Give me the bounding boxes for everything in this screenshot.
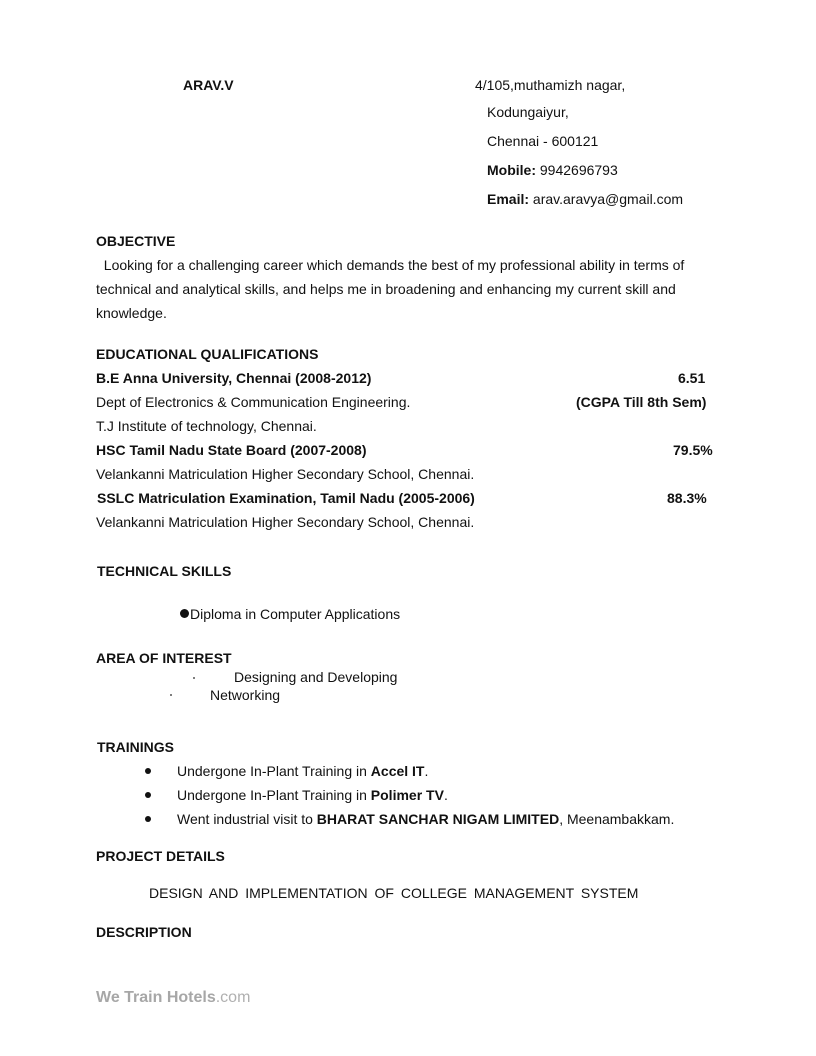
objective-heading: OBJECTIVE: [96, 233, 176, 249]
training-item-3: [177, 810, 674, 828]
training-item-2: [177, 786, 448, 804]
candidate-name: ARAV.V: [183, 77, 234, 93]
interest-item-1: Designing and Developing: [234, 669, 398, 685]
be-score-note: (CGPA Till 8th Sem): [576, 394, 707, 410]
trainings-heading: TRAININGS: [97, 739, 174, 755]
training-item-1: [177, 762, 428, 780]
sslc-title: SSLC Matriculation Examination, Tamil Nadu (2005-2006): [97, 490, 475, 506]
mobile-number: 9942696793: [539, 162, 618, 178]
interest-heading: AREA OF INTEREST: [96, 650, 232, 666]
hsc-school: Velankanni Matriculation Higher Secondary School, Chennai.: [96, 466, 475, 482]
training-org: Polimer TV: [370, 787, 444, 803]
education-heading: EDUCATIONAL QUALIFICATIONS: [96, 346, 319, 362]
bullet-icon: [180, 609, 189, 618]
skill-label: Diploma in Computer Applications: [190, 606, 401, 622]
be-title: B.E Anna University, Chennai (2008-2012): [96, 370, 372, 386]
mobile-line: [487, 161, 618, 179]
bullet-icon: [145, 792, 151, 798]
bullet-icon: [145, 816, 151, 822]
watermark-domain: .com: [215, 989, 251, 1006]
skills-heading: TECHNICAL SKILLS: [97, 563, 232, 579]
email-address: arav.aravya@gmail.com: [532, 191, 684, 207]
training-suffix: .: [443, 787, 448, 803]
hsc-score: 79.5%: [673, 442, 713, 458]
email-label: Email:: [487, 191, 530, 207]
address-line-3: Chennai - 600121: [487, 133, 599, 149]
description-heading: DESCRIPTION: [96, 924, 192, 940]
training-text: Undergone In-Plant Training in: [177, 763, 371, 779]
email-line: [487, 190, 683, 208]
training-suffix: .: [424, 763, 429, 779]
training-text: Undergone In-Plant Training in: [177, 787, 371, 803]
bullet-icon: [193, 677, 195, 679]
training-org: BHARAT SANCHAR NIGAM LIMITED: [316, 811, 560, 827]
project-heading: PROJECT DETAILS: [96, 848, 225, 864]
watermark: [96, 989, 250, 1007]
sslc-school: Velankanni Matriculation Higher Secondary School, Chennai.: [96, 514, 475, 530]
watermark-brand: We Train Hotels: [96, 989, 216, 1006]
project-title: DESIGN AND IMPLEMENTATION OF COLLEGE MANAGEMENT SYSTEM: [149, 885, 639, 901]
skill-item: [180, 605, 400, 623]
objective-text: Looking for a challenging career which demands the best of my professional ability in terms of technical and analytical skills, and helps me in broadening and enhancing my current skill and knowledge.: [96, 257, 689, 321]
training-org: Accel IT: [370, 763, 425, 779]
training-text: Went industrial visit to: [177, 811, 317, 827]
bullet-icon: [145, 768, 151, 774]
training-suffix: , Meenambakkam.: [559, 811, 675, 827]
bullet-icon: [170, 694, 172, 696]
address-line-2: Kodungaiyur,: [487, 104, 569, 120]
interest-item-2: Networking: [210, 687, 281, 703]
be-department: Dept of Electronics & Communication Engineering.: [96, 394, 411, 410]
address-line-1: 4/105,muthamizh nagar,: [475, 77, 626, 93]
hsc-title: HSC Tamil Nadu State Board (2007-2008): [96, 442, 367, 458]
mobile-label: Mobile:: [487, 162, 536, 178]
be-institute: T.J Institute of technology, Chennai.: [96, 418, 317, 434]
sslc-score: 88.3%: [667, 490, 707, 506]
be-score: 6.51: [678, 370, 706, 386]
